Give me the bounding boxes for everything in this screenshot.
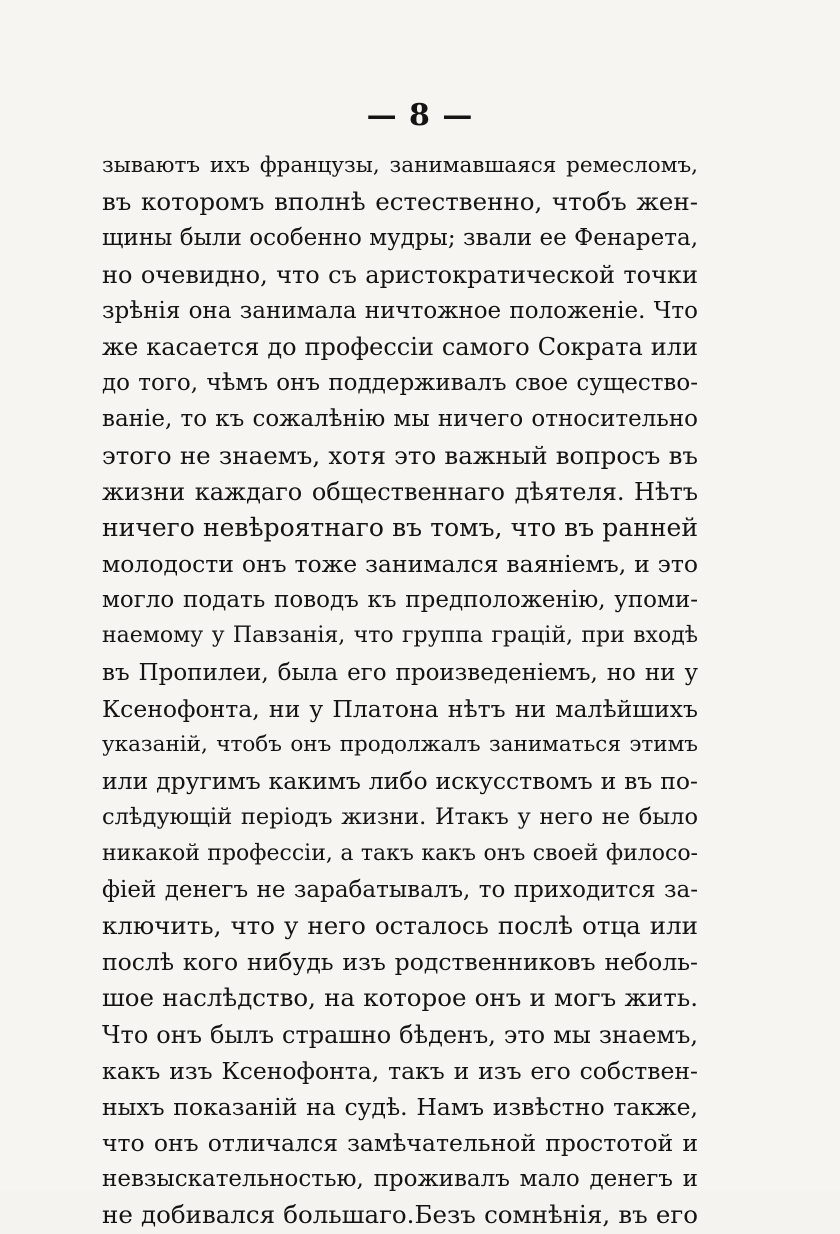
text-line: этого не знаемъ, хотя это важный вопросъ въ <box>102 440 698 470</box>
text-line: послѣ кого нибудь изъ родственниковъ неболь- <box>102 948 698 977</box>
text-line: но очевидно, что съ аристократической точки <box>102 260 698 289</box>
text-line: щины были особенно мудры; звали ее Фенарета, <box>102 225 698 252</box>
text-line: зрѣнія она занимала ничтожное положеніе. Что <box>102 297 698 324</box>
text-line: никакой профессіи, а такъ какъ онъ своей филосо- <box>102 840 698 866</box>
text-line: въ Пропилеи, была его произведеніемъ, но ни у <box>102 659 698 686</box>
text-line: зываютъ ихъ французы, занимавшаяся ремесломъ, <box>102 153 698 178</box>
text-line: указаній, чтобъ онъ продолжалъ заниматься этимъ <box>102 732 698 757</box>
text-line: какъ изъ Ксенофонта, такъ и изъ его собствен- <box>102 1056 698 1085</box>
text-line: ничего невѣроятнаго въ томъ, что въ ранней <box>102 512 698 542</box>
text-line: что онъ отличался замѣчательной простотой и <box>102 1129 698 1158</box>
text-line: молодости онъ тоже занимался ваяніемъ, и это <box>102 550 698 579</box>
text-line: ключить, что у него осталось послѣ отца или <box>102 910 698 940</box>
text-line: же касается до профессіи самого Сократа или <box>102 332 698 361</box>
body-text <box>102 148 698 1234</box>
text-line: Ксенофонта, ни у Платона нѣтъ ни малѣйшихъ <box>102 694 698 723</box>
text-line: до того, чѣмъ онъ поддерживалъ свое существо- <box>102 370 698 397</box>
text-line: наемому у Павзанія, что группа грацій, при входѣ <box>102 623 698 649</box>
text-line: не добивался большаго.Безъ сомнѣнія, въ его <box>102 1200 698 1230</box>
text-line: въ которомъ вполнѣ естественно, чтобъ жен- <box>102 187 698 217</box>
text-line: Что онъ былъ страшно бѣденъ, это мы знаемъ, <box>102 1020 698 1049</box>
text-line: слѣдующій періодъ жизни. Итакъ у него не было <box>102 804 698 831</box>
text-line: или другимъ какимъ либо искусствомъ и въ по- <box>102 767 698 796</box>
text-line: невзыскательностью, проживалъ мало денегъ и <box>102 1166 698 1193</box>
text-line: шое наслѣдство, на которое онъ и могъ жить. <box>102 983 698 1013</box>
text-line: ваніе, то къ сожалѣнію мы ничего относительно <box>102 406 698 433</box>
text-line: ныхъ показаній на судѣ. Намъ извѣстно также, <box>102 1092 698 1121</box>
text-line: могло подать поводъ къ предположенію, упоми- <box>102 587 698 614</box>
page-number: — 8 — <box>366 98 474 133</box>
text-line: жизни каждаго общественнаго дѣятеля. Нѣтъ <box>102 477 698 506</box>
text-line: фіей денегъ не зарабатывалъ, то приходится за- <box>102 876 698 903</box>
